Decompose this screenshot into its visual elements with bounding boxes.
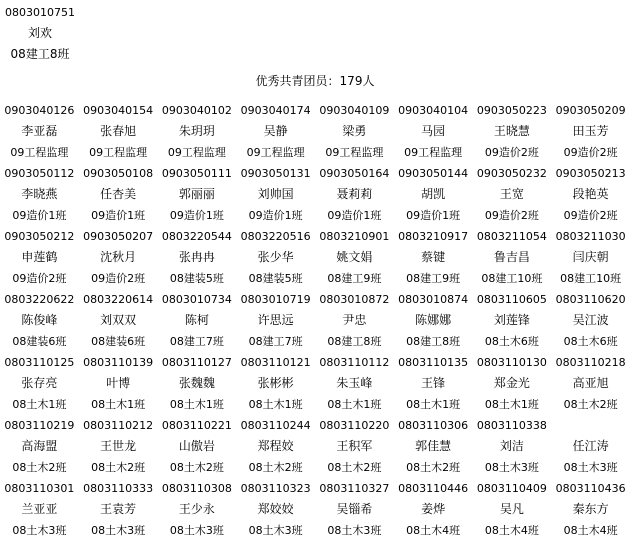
student-class: 09造价1班: [406, 209, 461, 222]
member-grid: [0, 100, 630, 541]
id-row: [0, 226, 630, 247]
student-id: 0803110338: [476, 419, 547, 432]
student-class: 09造价2班: [563, 146, 618, 159]
student-name: 张彬彬: [257, 376, 294, 390]
student-name: 刘洁: [499, 439, 524, 453]
student-name: 田玉芳: [572, 124, 609, 138]
student-name: 段艳英: [572, 187, 609, 201]
student-name: 王宽: [499, 187, 524, 201]
student-id: 0803110436: [555, 482, 626, 495]
student-class: 08土木2班: [12, 461, 67, 474]
student-id: 0903040174: [240, 104, 311, 117]
student-class: 08土木4班: [484, 524, 539, 537]
class-row: [0, 268, 630, 289]
student-id: 0903040154: [83, 104, 154, 117]
student-name: 梁勇: [342, 124, 367, 138]
student-class: 08建装5班: [248, 272, 303, 285]
student-class: 09造价2班: [91, 272, 146, 285]
student-class: 08建工10班: [481, 272, 543, 285]
student-id: 0803110605: [476, 293, 547, 306]
student-name: 张存亮: [21, 376, 58, 390]
student-id: 0803220614: [83, 293, 154, 306]
student-name: 刘莲锋: [493, 313, 530, 327]
student-name: 吴静: [263, 124, 288, 138]
student-id: 0803110323: [240, 482, 311, 495]
student-class: 08土木2班: [91, 461, 146, 474]
student-id: 0903050209: [555, 104, 626, 117]
student-class: 09造价1班: [327, 209, 382, 222]
student-id: 0803010872: [319, 293, 390, 306]
student-class: 09造价2班: [484, 146, 539, 159]
student-id: 0803110306: [398, 419, 469, 432]
student-class: 08土木1班: [406, 398, 461, 411]
student-id: 0803110135: [398, 356, 469, 369]
student-class: 08土木6班: [563, 335, 618, 348]
student-id: 0903050212: [4, 230, 75, 243]
student-class: 08土木1班: [91, 398, 146, 411]
student-class: 08土木2班: [327, 461, 382, 474]
student-class: 08土木3班: [327, 524, 382, 537]
student-name: 刘欢: [27, 26, 52, 40]
student-name: 任杏美: [100, 187, 137, 201]
student-id: 0903050164: [319, 167, 390, 180]
student-id: 0903050213: [555, 167, 626, 180]
student-class: 08土木1班: [169, 398, 224, 411]
student-class: 09造价1班: [91, 209, 146, 222]
student-id: 0803210901: [319, 230, 390, 243]
student-name: 姜烨: [421, 502, 446, 516]
student-class: 08土木6班: [484, 335, 539, 348]
student-class: 09工程监理: [325, 146, 384, 159]
student-class: 08土木2班: [563, 398, 618, 411]
student-class: 08土木1班: [484, 398, 539, 411]
student-id: 0903050232: [476, 167, 547, 180]
student-id: 0803110139: [83, 356, 154, 369]
student-id: 0803110446: [398, 482, 469, 495]
student-id: 0803220544: [161, 230, 232, 243]
student-name: 郭丽丽: [178, 187, 215, 201]
student-class: 09工程监理: [404, 146, 463, 159]
student-id: 0903050223: [476, 104, 547, 117]
id-row: [0, 100, 630, 121]
student-name: 任江涛: [572, 439, 609, 453]
student-id: 0803220622: [4, 293, 75, 306]
student-class: 08建工9班: [406, 272, 461, 285]
student-name: 陈柯: [184, 313, 209, 327]
student-class: 08建装6班: [12, 335, 67, 348]
class-row: [0, 205, 630, 226]
student-class: 08建工9班: [327, 272, 382, 285]
student-name: 吴锱希: [336, 502, 373, 516]
student-id: 0803110219: [4, 419, 75, 432]
student-name: 刘双双: [100, 313, 137, 327]
student-name: 鲁吉昌: [493, 250, 530, 264]
student-id: 0803110121: [240, 356, 311, 369]
student-class: 08土木4班: [563, 524, 618, 537]
student-name: 蔡键: [421, 250, 446, 264]
student-class: 08土木3班: [484, 461, 539, 474]
student-name: 胡凯: [421, 187, 446, 201]
student-class: 08土木3班: [12, 524, 67, 537]
student-name: 山傲岩: [178, 439, 215, 453]
student-name: 陈俊峰: [21, 313, 58, 327]
student-class: 09造价2班: [484, 209, 539, 222]
student-id: 0803110333: [83, 482, 154, 495]
student-class: 09造价2班: [563, 209, 618, 222]
student-class: 08土木3班: [169, 524, 224, 537]
student-name: 刘帅国: [257, 187, 294, 201]
name-row: [0, 310, 630, 331]
student-name: 朱玉峰: [336, 376, 373, 390]
student-class: 08建工10班: [560, 272, 622, 285]
student-class: 08土木2班: [169, 461, 224, 474]
student-id: 0803110221: [161, 419, 232, 432]
student-name: 尹忠: [342, 313, 367, 327]
name-row: [0, 373, 630, 394]
student-name: 王少永: [178, 502, 215, 516]
student-id: 0803211054: [476, 230, 547, 243]
student-name: 王袁芳: [100, 502, 137, 516]
student-name: 许思远: [257, 313, 294, 327]
student-name: 郑姣姣: [257, 502, 294, 516]
student-id: 0803110409: [476, 482, 547, 495]
student-id: 0803210917: [398, 230, 469, 243]
student-id: 0803110218: [555, 356, 626, 369]
top-entry: [0, 2, 80, 65]
student-name: 申莲鹤: [21, 250, 58, 264]
student-id: 0803211030: [555, 230, 626, 243]
student-id: 0803110620: [555, 293, 626, 306]
student-id: 0803110125: [4, 356, 75, 369]
student-name: 郭佳慧: [415, 439, 452, 453]
student-id: 0903050108: [83, 167, 154, 180]
class-row: [0, 142, 630, 163]
student-name: 秦东方: [572, 502, 609, 516]
student-class: 09造价1班: [169, 209, 224, 222]
student-name: 李晓燕: [21, 187, 58, 201]
name-row: [0, 121, 630, 142]
student-id: 0803010734: [161, 293, 232, 306]
id-row: [0, 352, 630, 373]
student-name: 王世龙: [100, 439, 137, 453]
student-class: 08土木1班: [327, 398, 382, 411]
student-id: 0803010874: [398, 293, 469, 306]
student-name: 朱玥玥: [178, 124, 215, 138]
student-id: 0803010751: [5, 6, 75, 19]
student-name: 马园: [421, 124, 446, 138]
name-row: [0, 247, 630, 268]
student-name: 王积军: [336, 439, 373, 453]
student-name: 吴凡: [499, 502, 524, 516]
student-class: 08建工7班: [169, 335, 224, 348]
student-class: 08土木3班: [563, 461, 618, 474]
student-class: 08建工8班: [327, 335, 382, 348]
student-id: 0803110212: [83, 419, 154, 432]
student-id: 0803110112: [319, 356, 390, 369]
student-class: 08建装6班: [91, 335, 146, 348]
student-name: 张少华: [257, 250, 294, 264]
student-name: 沈秋月: [100, 250, 137, 264]
student-name: 吴江波: [572, 313, 609, 327]
award-heading: 优秀共青团员：179人: [255, 74, 375, 88]
name-row: [0, 184, 630, 205]
name-row: [0, 436, 630, 457]
student-class: 08土木1班: [248, 398, 303, 411]
student-name: 兰亚亚: [21, 502, 58, 516]
student-id: 0903050112: [4, 167, 75, 180]
student-class: 08建装5班: [169, 272, 224, 285]
student-id: 0803220516: [240, 230, 311, 243]
class-row: [0, 331, 630, 352]
student-class: 09造价2班: [12, 272, 67, 285]
student-name: 张春旭: [100, 124, 137, 138]
student-class: 08建工8班: [10, 47, 70, 61]
student-name: 张冉冉: [178, 250, 215, 264]
student-name: 王晓慧: [493, 124, 530, 138]
student-class: 08土木4班: [406, 524, 461, 537]
id-row: [0, 289, 630, 310]
student-class: 09工程监理: [167, 146, 226, 159]
student-id: 0803110301: [4, 482, 75, 495]
student-id: 0803110220: [319, 419, 390, 432]
student-name: 姚文娟: [336, 250, 373, 264]
student-name: 张魏魏: [178, 376, 215, 390]
student-id: 0903040104: [398, 104, 469, 117]
student-class: 08土木1班: [12, 398, 67, 411]
student-class: 09工程监理: [10, 146, 69, 159]
student-class: 08建工8班: [406, 335, 461, 348]
student-id: 0903050111: [161, 167, 232, 180]
id-row: [0, 478, 630, 499]
class-row: [0, 394, 630, 415]
student-name: 郑金光: [493, 376, 530, 390]
student-id: 0803110127: [161, 356, 232, 369]
student-class: 08建工7班: [248, 335, 303, 348]
name-row: [0, 499, 630, 520]
student-class: 09造价1班: [12, 209, 67, 222]
student-id: 0903040102: [161, 104, 232, 117]
student-class: 09工程监理: [89, 146, 148, 159]
student-id: 0903050207: [83, 230, 154, 243]
student-name: 李亚磊: [21, 124, 58, 138]
student-id: 0803110244: [240, 419, 311, 432]
student-id: 0903040126: [4, 104, 75, 117]
student-class: 09造价1班: [248, 209, 303, 222]
student-name: 闫庆朝: [572, 250, 609, 264]
student-name: 郑程姣: [257, 439, 294, 453]
student-class: 08土木2班: [248, 461, 303, 474]
student-id: 0903040109: [319, 104, 390, 117]
student-name: 聂莉莉: [336, 187, 373, 201]
student-id: 0903050131: [240, 167, 311, 180]
student-id: 0803010719: [240, 293, 311, 306]
student-id: 0803110327: [319, 482, 390, 495]
student-id: 0803110130: [476, 356, 547, 369]
id-row: [0, 163, 630, 184]
student-class: 08土木2班: [406, 461, 461, 474]
student-name: 高海盟: [21, 439, 58, 453]
student-class: 08土木3班: [248, 524, 303, 537]
student-class: 08土木3班: [91, 524, 146, 537]
student-id: 0903050144: [398, 167, 469, 180]
student-class: 09工程监理: [246, 146, 305, 159]
student-name: 叶博: [106, 376, 131, 390]
id-row: [0, 415, 630, 436]
class-row: [0, 457, 630, 478]
student-name: 陈娜娜: [415, 313, 452, 327]
student-name: 王锋: [421, 376, 446, 390]
student-name: 高亚旭: [572, 376, 609, 390]
student-id: 0803110308: [161, 482, 232, 495]
